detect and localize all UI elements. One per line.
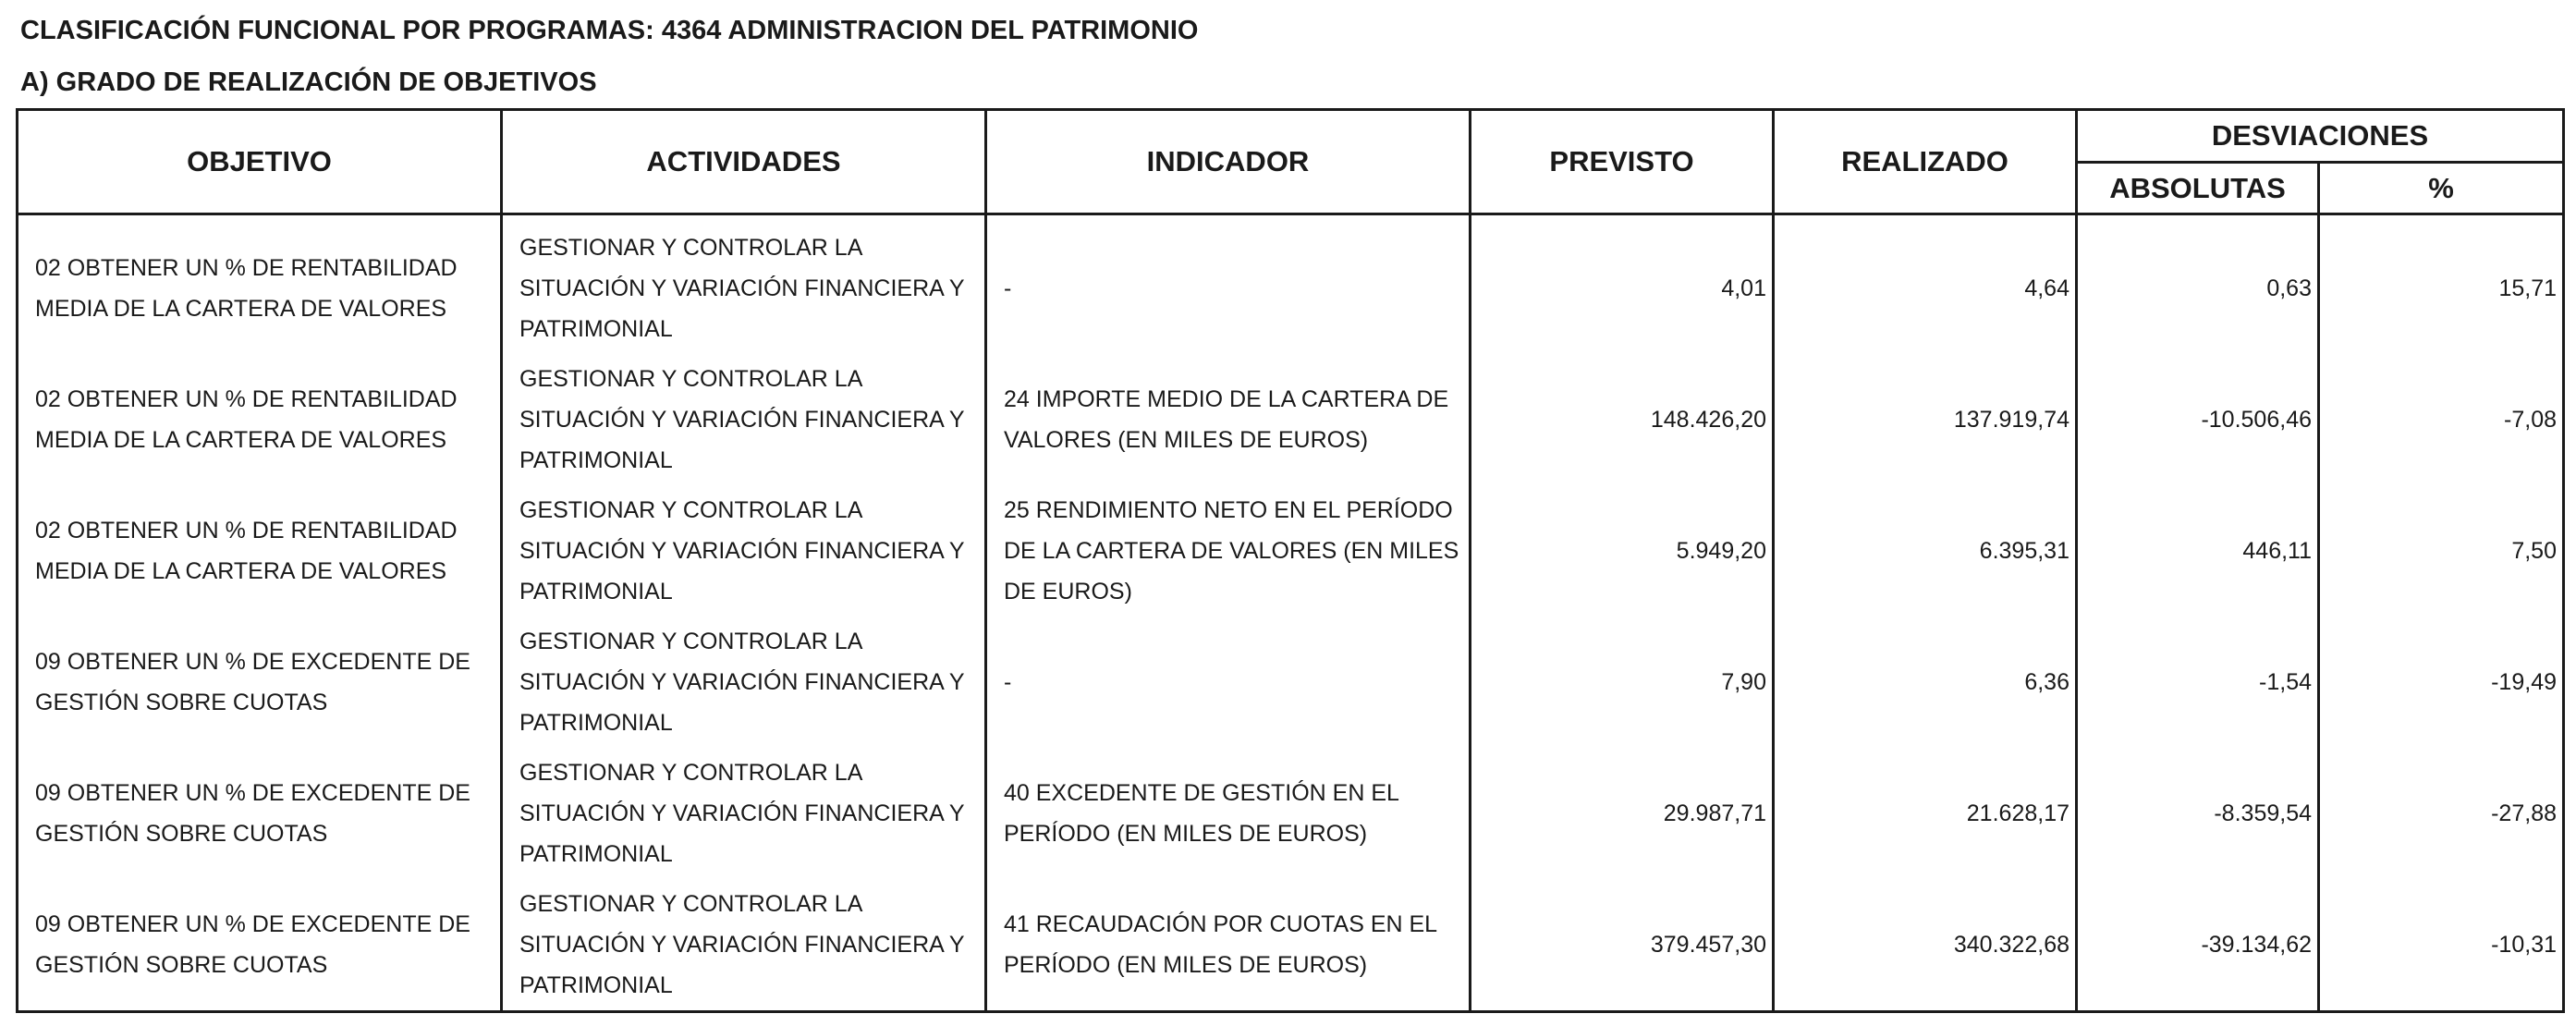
column-header-objetivo: OBJETIVO — [18, 110, 502, 214]
table-row — [18, 214, 2564, 355]
cell-objetivo: 09 OBTENER UN % DE EXCEDENTE DE GESTIÓN SOBRE CUOTAS — [18, 879, 502, 1012]
cell-realizado: 6.395,31 — [1774, 485, 2077, 617]
cell-previsto: 4,01 — [1471, 214, 1774, 355]
table-row — [18, 748, 2564, 879]
column-header-indicador: INDICADOR — [986, 110, 1471, 214]
cell-realizado: 137.919,74 — [1774, 354, 2077, 485]
table-row — [18, 485, 2564, 617]
cell-absolutas: -10.506,46 — [2077, 354, 2319, 485]
cell-indicador: - — [986, 617, 1471, 748]
column-header-realizado: REALIZADO — [1774, 110, 2077, 214]
cell-porcentaje: -19,49 — [2319, 617, 2564, 748]
section-title: A) GRADO DE REALIZACIÓN DE OBJETIVOS — [20, 67, 597, 97]
cell-porcentaje: -27,88 — [2319, 748, 2564, 879]
cell-objetivo: 02 OBTENER UN % DE RENTABILIDAD MEDIA DE LA CARTERA DE VALORES — [18, 485, 502, 617]
cell-porcentaje: 7,50 — [2319, 485, 2564, 617]
cell-objetivo: 02 OBTENER UN % DE RENTABILIDAD MEDIA DE LA CARTERA DE VALORES — [18, 214, 502, 355]
cell-realizado: 340.322,68 — [1774, 879, 2077, 1012]
cell-objetivo: 02 OBTENER UN % DE RENTABILIDAD MEDIA DE LA CARTERA DE VALORES — [18, 354, 502, 485]
cell-previsto: 7,90 — [1471, 617, 1774, 748]
table-row — [18, 354, 2564, 485]
cell-previsto: 148.426,20 — [1471, 354, 1774, 485]
cell-realizado: 4,64 — [1774, 214, 2077, 355]
cell-realizado: 6,36 — [1774, 617, 2077, 748]
cell-actividades: GESTIONAR Y CONTROLAR LA SITUACIÓN Y VARIACIÓN FINANCIERA Y PATRIMONIAL — [502, 879, 986, 1012]
table-row — [18, 617, 2564, 748]
cell-porcentaje: 15,71 — [2319, 214, 2564, 355]
cell-absolutas: -8.359,54 — [2077, 748, 2319, 879]
cell-indicador: 41 RECAUDACIÓN POR CUOTAS EN EL PERÍODO (EN MILES DE EUROS) — [986, 879, 1471, 1012]
cell-indicador: 25 RENDIMIENTO NETO EN EL PERÍODO DE LA CARTERA DE VALORES (EN MILES DE EUROS) — [986, 485, 1471, 617]
column-header-actividades: ACTIVIDADES — [502, 110, 986, 214]
cell-objetivo: 09 OBTENER UN % DE EXCEDENTE DE GESTIÓN SOBRE CUOTAS — [18, 617, 502, 748]
cell-absolutas: 446,11 — [2077, 485, 2319, 617]
cell-indicador: - — [986, 214, 1471, 355]
cell-indicador: 40 EXCEDENTE DE GESTIÓN EN EL PERÍODO (EN MILES DE EUROS) — [986, 748, 1471, 879]
objectives-table — [16, 108, 2565, 1013]
column-header-desviaciones: DESVIACIONES — [2077, 110, 2564, 163]
column-header-previsto: PREVISTO — [1471, 110, 1774, 214]
cell-absolutas: -39.134,62 — [2077, 879, 2319, 1012]
table-row — [18, 879, 2564, 1012]
cell-actividades: GESTIONAR Y CONTROLAR LA SITUACIÓN Y VARIACIÓN FINANCIERA Y PATRIMONIAL — [502, 748, 986, 879]
cell-porcentaje: -10,31 — [2319, 879, 2564, 1012]
cell-actividades: GESTIONAR Y CONTROLAR LA SITUACIÓN Y VARIACIÓN FINANCIERA Y PATRIMONIAL — [502, 354, 986, 485]
column-header-absolutas: ABSOLUTAS — [2077, 163, 2319, 214]
cell-indicador: 24 IMPORTE MEDIO DE LA CARTERA DE VALORES (EN MILES DE EUROS) — [986, 354, 1471, 485]
cell-actividades: GESTIONAR Y CONTROLAR LA SITUACIÓN Y VARIACIÓN FINANCIERA Y PATRIMONIAL — [502, 617, 986, 748]
cell-previsto: 29.987,71 — [1471, 748, 1774, 879]
cell-realizado: 21.628,17 — [1774, 748, 2077, 879]
cell-actividades: GESTIONAR Y CONTROLAR LA SITUACIÓN Y VARIACIÓN FINANCIERA Y PATRIMONIAL — [502, 485, 986, 617]
cell-objetivo: 09 OBTENER UN % DE EXCEDENTE DE GESTIÓN SOBRE CUOTAS — [18, 748, 502, 879]
cell-previsto: 5.949,20 — [1471, 485, 1774, 617]
cell-actividades: GESTIONAR Y CONTROLAR LA SITUACIÓN Y VARIACIÓN FINANCIERA Y PATRIMONIAL — [502, 214, 986, 355]
column-header-porcentaje: % — [2319, 163, 2564, 214]
cell-absolutas: -1,54 — [2077, 617, 2319, 748]
cell-absolutas: 0,63 — [2077, 214, 2319, 355]
cell-previsto: 379.457,30 — [1471, 879, 1774, 1012]
page-title: CLASIFICACIÓN FUNCIONAL POR PROGRAMAS: 4364 ADMINISTRACION DEL PATRIMONIO — [20, 16, 1199, 45]
cell-porcentaje: -7,08 — [2319, 354, 2564, 485]
